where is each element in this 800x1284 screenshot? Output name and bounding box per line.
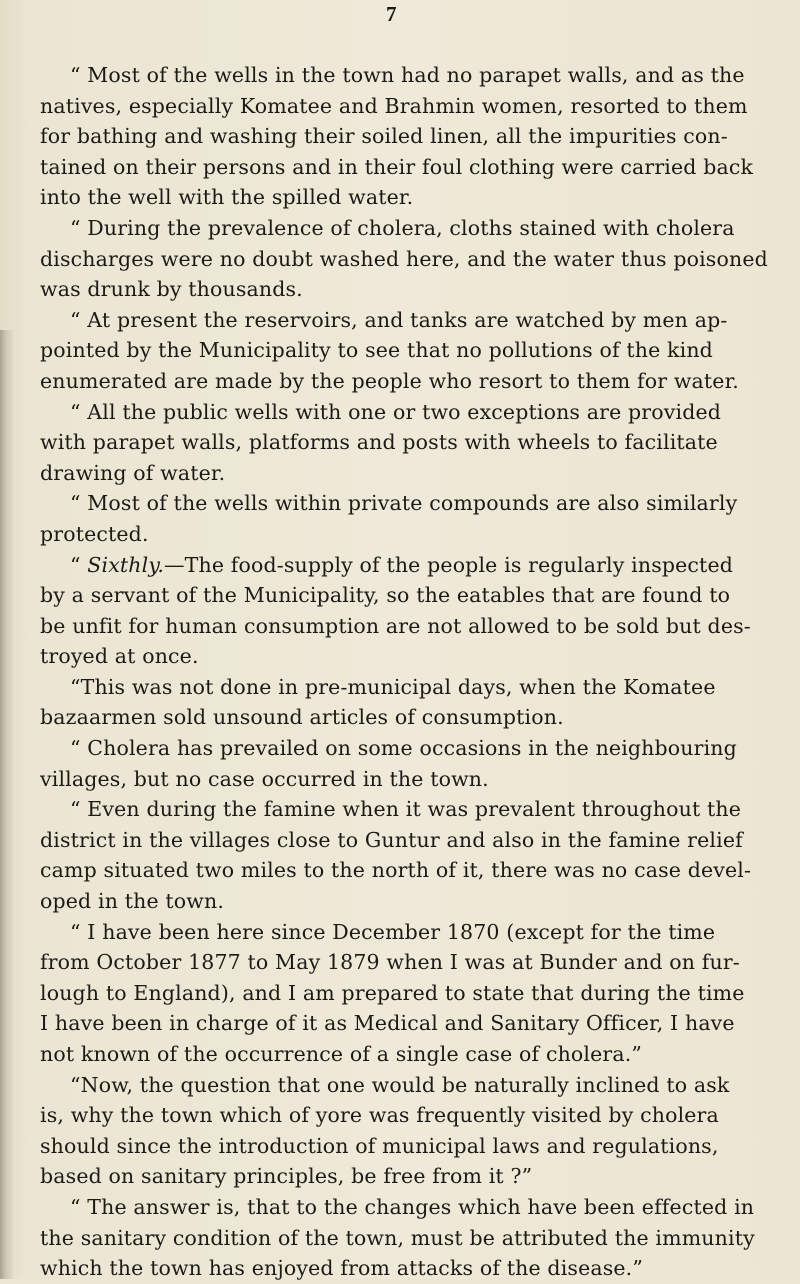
paragraph-public-wells <box>40 397 785 489</box>
body-text <box>40 60 785 1284</box>
text-line: drawing of water. <box>40 460 226 485</box>
text-line: villages, but no case occurred in the town. <box>40 766 489 791</box>
paragraph-neighbouring-villages <box>40 733 785 794</box>
text-line <box>40 550 785 581</box>
text-line: bazaarmen sold unsound articles of consumption. <box>40 705 564 730</box>
text-line: “ The answer is, that to the changes which have been effected in <box>70 1194 755 1219</box>
text-line: “ I have been here since December 1870 (except for the time <box>70 919 716 944</box>
text-line: be unfit for human consumption are not allowed to be sold but des- <box>40 613 751 638</box>
text-line: the sanitary condition of the town, must be attributed the immunity <box>40 1225 755 1250</box>
text-line: camp situated two miles to the north of it, there was no case devel- <box>40 858 752 883</box>
text-line: from October 1877 to May 1879 when I was at Bunder and on fur- <box>40 950 740 975</box>
paragraph-reservoirs <box>40 305 785 397</box>
paragraph-pre-municipal <box>40 672 785 733</box>
quote-open: “ <box>70 552 88 577</box>
text-line: “ Most of the wells within private compounds are also similarly <box>70 491 738 516</box>
text-line: troyed at once. <box>40 644 199 669</box>
text-line: tained on their persons and in their foul clothing were carried back <box>40 154 754 179</box>
text-line: “ Most of the wells in the town had no parapet walls, and as the <box>70 63 745 87</box>
paragraph-private-wells <box>40 488 785 549</box>
text-line: by a servant of the Municipality, so the eatables that are found to <box>40 583 731 608</box>
text-line: oped in the town. <box>40 889 224 914</box>
text-line: natives, especially Komatee and Brahmin women, resorted to them <box>40 93 748 118</box>
text-line: not known of the occurrence of a single case of cholera.” <box>40 1042 643 1066</box>
text-line: pointed by the Municipality to see that no pollutions of the kind <box>40 338 713 363</box>
text-line: protected. <box>40 521 149 546</box>
paragraph-medical-officer <box>40 917 785 1070</box>
text-line-rest: —The food-supply of the people is regularly inspected <box>164 552 733 577</box>
text-line: district in the villages close to Guntur and also in the famine relief <box>40 827 743 852</box>
text-line: “ All the public wells with one or two exceptions are provided <box>70 399 722 424</box>
text-line: lough to England), and I am prepared to state that during the time <box>40 980 745 1005</box>
text-line: is, why the town which of yore was frequently visited by cholera <box>40 1103 719 1128</box>
text-line: with parapet walls, platforms and posts with wheels to facilitate <box>40 430 718 455</box>
text-line: “Now, the question that one would be naturally inclined to ask <box>70 1072 730 1097</box>
text-line: “ Even during the famine when it was prevalent throughout the <box>70 797 742 822</box>
text-line: I have been in charge of it as Medical and Sanitary Officer, I have <box>40 1011 735 1036</box>
text-line: for bathing and washing their soiled linen, all the impurities con- <box>40 124 728 149</box>
text-line: was drunk by thousands. <box>40 277 303 302</box>
text-line: discharges were no doubt washed here, and the water thus poisoned <box>40 246 768 271</box>
text-line: “This was not done in pre-municipal days, when the Komatee <box>70 674 716 699</box>
text-line: “ During the prevalence of cholera, cloths stained with cholera <box>70 215 735 240</box>
text-line: enumerated are made by the people who resort to them for water. <box>40 368 739 393</box>
text-line: should since the introduction of municipal laws and regulations, <box>40 1133 719 1158</box>
paragraph-cholera-cloths <box>40 213 785 305</box>
paragraph-wells-parapet <box>40 60 785 213</box>
paragraph-answer <box>40 1192 785 1284</box>
italic-lead: Sixthly. <box>87 552 165 577</box>
paragraph-famine <box>40 794 785 916</box>
text-line: into the well with the spilled water. <box>40 185 414 210</box>
text-line: based on sanitary principles, be free from it ?” <box>40 1164 533 1189</box>
text-line: “ At present the reservoirs, and tanks are watched by men ap- <box>70 307 728 332</box>
text-line: which the town has enjoyed from attacks of the disease.” <box>40 1256 643 1281</box>
text-line: “ Cholera has prevailed on some occasions in the neighbouring <box>70 736 737 761</box>
binding-gutter <box>0 330 14 1279</box>
paragraph-food-supply <box>40 550 785 672</box>
paragraph-question <box>40 1070 785 1192</box>
page-number: 7 <box>386 2 397 26</box>
